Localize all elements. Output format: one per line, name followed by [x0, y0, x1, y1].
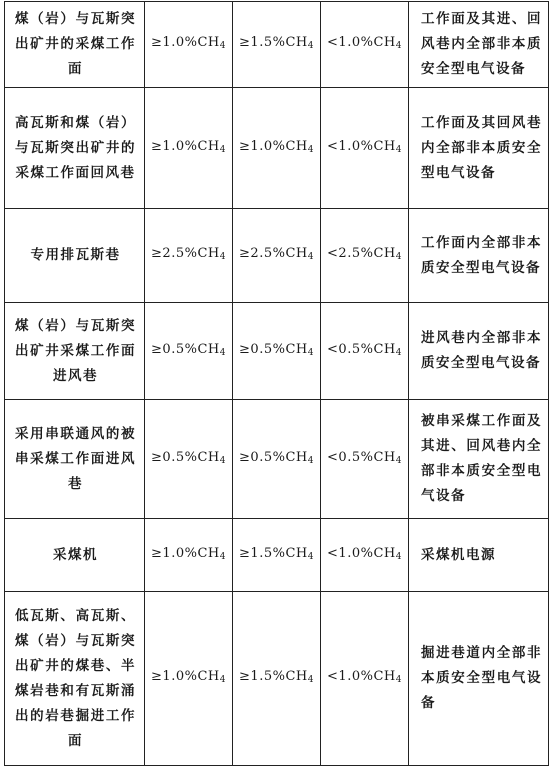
table-row [5, 209, 549, 303]
restore-value: <1.0%CH [327, 138, 396, 154]
power-off-value-cell [233, 400, 321, 519]
power-off-value-cell [233, 592, 321, 766]
power-off-value-cell [233, 303, 321, 400]
alarm-value: ≥1.0%CH [151, 138, 220, 154]
power-off-scope-cell: 掘进巷道内全部非本质安全型电气设备 [409, 592, 549, 766]
subscript: 4 [395, 252, 402, 262]
subscript: 4 [307, 675, 314, 685]
power-off-scope-cell: 工作面及其回风巷内全部非本质安全型电气设备 [409, 88, 549, 209]
alarm-value: ≥1.0%CH [151, 545, 220, 561]
subscript: 4 [219, 551, 226, 562]
subscript: 4 [307, 455, 314, 466]
alarm-value-cell [145, 2, 233, 88]
subscript: 4 [219, 347, 226, 358]
subscript: 4 [395, 675, 402, 685]
subscript: 4 [307, 41, 314, 51]
restore-value-cell [321, 400, 409, 519]
restore-value: <1.0%CH [327, 669, 396, 684]
restore-value: <0.5%CH [327, 341, 396, 357]
restore-value: <0.5%CH [327, 449, 396, 465]
power-off-value: ≥1.5%CH [239, 669, 308, 684]
power-off-scope-cell: 被串采煤工作面及其进、回风巷内全部非本质安全型电气设备 [409, 400, 549, 519]
alarm-value-cell [145, 209, 233, 303]
subscript: 4 [219, 252, 226, 262]
alarm-value-cell [145, 88, 233, 209]
power-off-value: ≥2.5%CH [239, 246, 308, 261]
power-off-scope-cell: 工作面内全部非本质安全型电气设备 [409, 209, 549, 303]
subscript: 4 [307, 551, 314, 562]
power-off-scope-cell: 进风巷内全部非本质安全型电气设备 [409, 303, 549, 400]
table-row [5, 303, 549, 400]
power-off-value: ≥0.5%CH [239, 341, 308, 357]
subscript: 4 [395, 455, 402, 466]
location-cell: 采用串联通风的被串采煤工作面进风巷 [5, 400, 145, 519]
location-cell: 专用排瓦斯巷 [5, 209, 145, 303]
location-cell: 煤（岩）与瓦斯突出矿井采煤工作面进风巷 [5, 303, 145, 400]
subscript: 4 [219, 41, 226, 51]
alarm-value-cell [145, 400, 233, 519]
table-row [5, 592, 549, 766]
power-off-scope-cell: 工作面及其进、回风巷内全部非本质安全型电气设备 [409, 2, 549, 88]
restore-value-cell [321, 209, 409, 303]
power-off-value: ≥1.0%CH [239, 138, 308, 154]
alarm-value-cell [145, 303, 233, 400]
power-off-value-cell [233, 209, 321, 303]
subscript: 4 [307, 252, 314, 262]
table-row [5, 519, 549, 592]
restore-value-cell [321, 88, 409, 209]
power-off-scope-cell: 采煤机电源 [409, 519, 549, 592]
alarm-value: ≥1.0%CH [151, 669, 220, 684]
subscript: 4 [307, 347, 314, 358]
restore-value: <2.5%CH [327, 246, 396, 261]
location-cell: 采煤机 [5, 519, 145, 592]
subscript: 4 [395, 551, 402, 562]
power-off-value-cell [233, 519, 321, 592]
restore-value-cell [321, 303, 409, 400]
subscript: 4 [395, 144, 402, 155]
restore-value-cell [321, 592, 409, 766]
alarm-value: ≥2.5%CH [151, 246, 220, 261]
power-off-value-cell [233, 2, 321, 88]
restore-value-cell [321, 519, 409, 592]
power-off-value: ≥0.5%CH [239, 449, 308, 465]
subscript: 4 [395, 41, 402, 51]
subscript: 4 [395, 347, 402, 358]
restore-value-cell [321, 2, 409, 88]
power-off-value: ≥1.5%CH [239, 545, 308, 561]
subscript: 4 [219, 455, 226, 466]
restore-value: <1.0%CH [327, 545, 396, 561]
subscript: 4 [219, 675, 226, 685]
methane-threshold-table [4, 1, 549, 766]
power-off-value: ≥1.5%CH [239, 35, 308, 50]
location-cell: 低瓦斯、高瓦斯、煤（岩）与瓦斯突出矿井的煤巷、半煤岩巷和有瓦斯涌出的岩巷掘进工作面 [5, 592, 145, 766]
power-off-value-cell [233, 88, 321, 209]
table-row [5, 400, 549, 519]
alarm-value: ≥0.5%CH [151, 449, 220, 465]
location-cell: 高瓦斯和煤（岩）与瓦斯突出矿井的采煤工作面回风巷 [5, 88, 145, 209]
restore-value: <1.0%CH [327, 35, 396, 50]
alarm-value-cell [145, 519, 233, 592]
table-row [5, 2, 549, 88]
subscript: 4 [219, 144, 226, 155]
alarm-value-cell [145, 592, 233, 766]
table-row [5, 88, 549, 209]
location-cell: 煤（岩）与瓦斯突出矿井的采煤工作面 [5, 2, 145, 88]
subscript: 4 [307, 144, 314, 155]
alarm-value: ≥0.5%CH [151, 341, 220, 357]
alarm-value: ≥1.0%CH [151, 35, 220, 50]
